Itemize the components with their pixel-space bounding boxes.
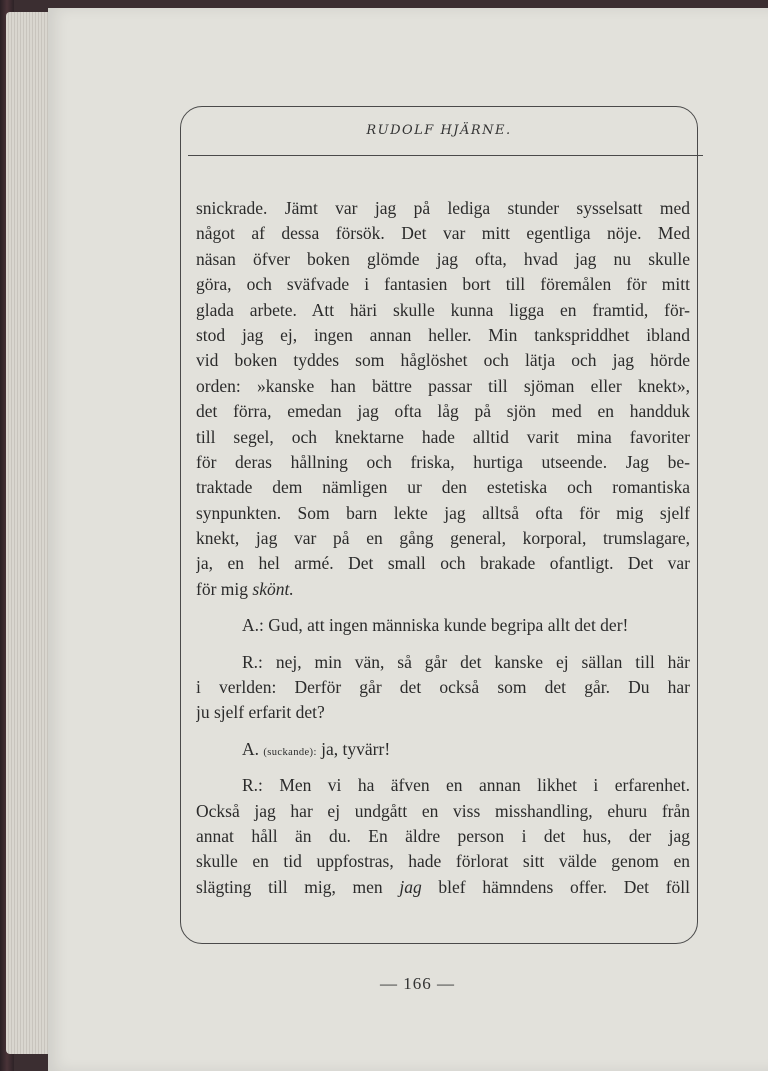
header-rule xyxy=(188,155,703,156)
emphasis-text: skönt. xyxy=(252,578,294,599)
text-line: något af dessa försök. Det var mitt egentliga nöje. Med xyxy=(196,223,690,244)
text-line: R.: nej, min vän, så går det kanske ej sällan till här xyxy=(242,651,690,672)
paragraph-5 xyxy=(196,773,690,900)
text-line: annat håll än du. En äldre person i det hus, der jag xyxy=(196,825,690,846)
text-line: skulle en tid uppfostras, hade förlorat sitt välde genom en xyxy=(196,851,690,872)
text-segment: blef hämndens offer. Det föll xyxy=(421,876,690,897)
text-line: vid boken tyddes som håglöshet och lätja och jag hörde xyxy=(196,350,690,371)
text-line: i verlden: Derför går det också som det går. Du har xyxy=(196,677,690,698)
text-line: till segel, och knektarne hade alltid varit mina favoriter xyxy=(196,426,690,447)
text-line: snickrade. Jämt var jag på lediga stunder sysselsatt med xyxy=(196,198,690,218)
text-line: stod jag ej, ingen annan heller. Min tankspriddhet ibland xyxy=(196,324,690,345)
text-line: traktade dem nämligen ur den estetiska och romantiska xyxy=(196,477,690,498)
text-line: Också jag har ej undgått en viss misshandling, ehuru från xyxy=(196,800,690,821)
text-line: näsan öfver boken glömde jag ofta, hvad jag nu skulle xyxy=(196,248,690,269)
text-line: för deras hållning och friska, hurtiga utseende. Jag be- xyxy=(196,451,690,472)
text-line: det förra, emedan jag ofta låg på sjön med en handduk xyxy=(196,401,690,422)
text-line: ju sjelf erfarit det? xyxy=(196,702,325,723)
text-line: knekt, jag var på en gång general, korporal, trumslagare, xyxy=(196,528,690,549)
paragraph-4 xyxy=(196,737,690,762)
text-segment: för mig xyxy=(196,578,253,599)
text-line: orden: »kanske han bättre passar till sjöman eller knekt», xyxy=(196,375,690,396)
body-text xyxy=(196,196,690,900)
text-line: synpunkten. Som barn lekte jag alltså ofta för mig sjelf xyxy=(196,502,690,523)
text-line: glada arbete. Att häri skulle kunna ligga en framtid, för- xyxy=(196,299,690,320)
speaker-label: A. xyxy=(242,738,264,759)
text-line: göra, och sväfvade i fantasien bort till föremålen för mitt xyxy=(196,274,690,295)
running-head: RUDOLF HJÄRNE. xyxy=(366,123,512,138)
text-segment: slägting till mig, men xyxy=(196,876,400,897)
page-stack-edges xyxy=(6,12,50,1054)
text-line xyxy=(196,875,690,900)
text-line: R.: Men vi ha äfven en annan likhet i erfarenhet. xyxy=(242,775,690,796)
emphasis-text: jag xyxy=(399,876,422,897)
paragraph-1 xyxy=(196,196,690,602)
paragraph-2 xyxy=(196,613,690,638)
paragraph-3 xyxy=(196,650,690,726)
stage-direction: (suckande): xyxy=(263,746,317,758)
text-line xyxy=(196,577,690,602)
text-line xyxy=(196,737,690,762)
text-line: A.: Gud, att ingen människa kunde begripa allt det der! xyxy=(242,615,629,636)
page-number: — 166 — xyxy=(380,974,455,993)
text-line: ja, en hel armé. Det small och brakade ofantligt. Det var xyxy=(196,553,690,574)
text-segment: ja, tyvärr! xyxy=(316,738,391,759)
